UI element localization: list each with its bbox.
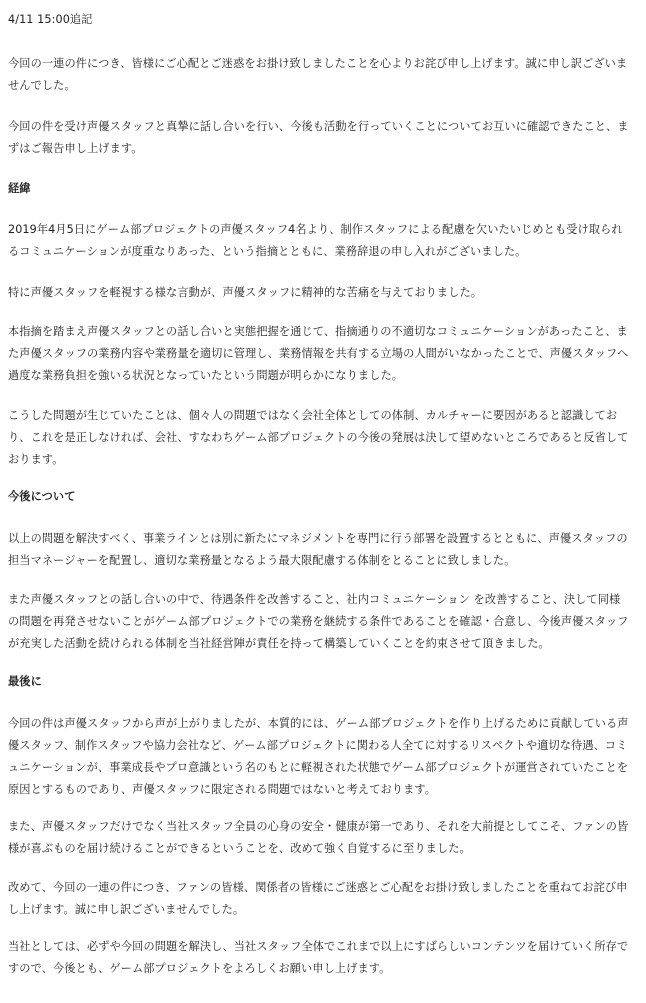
paragraph-closing-1 [8,713,640,801]
text-line: ずはご報告申し上げます。 [8,142,143,155]
dateline-block [8,9,640,31]
text-line: 本指摘を踏まえ声優スタッフとの話し合いと実態把握を通じて、指摘通りの不適切なコミュニケーションがあったこと、ま [8,325,628,338]
text-line: 原因とするものであり、声優スタッフに限定される問題ではないと考えております。 [8,783,437,796]
text-line: 以上の問題を解決すべく、事業ラインとは別に新たにマネジメントを専門に行う部署を設置するとともに、声優スタッフの [8,532,628,545]
paragraph-background-3 [8,321,640,387]
text-line: の問題を再発させないことがゲーム部プロジェクトでの業務を継続する条件であることを確認・合意し、今後声優スタッフ [8,615,629,628]
text-line: また声優スタッフとの話し合いの中で、待遇条件を改善すること、社内コミュニケーション を改善すること、決して同様 [8,593,621,606]
text-line: こうした問題が生じていたことは、個々人の問題ではなく会社全体としての体制、カルチャーに要因があると認識してお [8,409,618,422]
text-line: 今回の件を受け声優スタッフと真摯に話し合いを行い、今後も活動を行っていくことについてお互いに確認できたこと、ま [8,120,629,133]
heading-text: 今後について [8,490,76,503]
section-heading-future [8,486,640,508]
text-line: 改めて、今回の一連の件につき、ファンの皆様、関係者の皆様にご迷惑とご心配をお掛け致しましたことを重ねてお詫び申 [8,881,628,894]
heading-text: 経緯 [8,182,31,195]
paragraph-closing-2 [8,816,640,860]
text-line: た声優スタッフの業務内容や業務量を適切に管理し、業務情報を共有する立場の人間がいなかったことで、声優スタッフへ [8,347,629,360]
dateline: 4/11 15:00追記 [8,13,93,26]
paragraph-report [8,116,640,160]
text-line: 今回の一連の件につき、皆様にご心配とご迷惑をお掛け致しましたことを心よりお詫び申し上げます。誠に申し訳ございま [8,57,628,70]
text-line: 様が喜ぶものを届け続けることができるということを、改めて強く自覚するに至りました。 [8,842,471,855]
paragraph-future-1 [8,528,640,572]
paragraph-future-2 [8,589,640,655]
text-line: ュニケーションが、事業成長やプロ意識という名のもとに軽視された状態でゲーム部プロジェクトが運営されていたことを [8,761,629,774]
paragraph-apology [8,53,640,97]
text-line: 特に声優スタッフを軽視する様な言動が、声優スタッフに精神的な苦痛を与えておりました。 [8,286,483,299]
text-line: せんでした。 [8,79,76,92]
heading-text: 最後に [8,675,42,688]
text-line: るコミュニケーションが度重なりあった、という指摘とともに、業務辞退の申し入れがございました。 [8,245,527,258]
text-line: 優スタッフ、制作スタッフや協力会社など、ゲーム部プロジェクトに関わる人全てに対するリスペクトや適切な待遇、コミ [8,739,628,752]
text-line: 担当マネージャーを配置し、適切な業務量となるよう最大限配慮する体制をとることに致しました。 [8,554,516,567]
text-line: また、声優スタッフだけでなく当社スタッフ全員の心身の安全・健康が第一であり、それを大前提としてこそ、ファンの皆 [8,820,629,833]
text-line: が充実した活動を続けられる体制を当社経営陣が責任を持って構築していくことを約束させて頂きました。 [8,637,550,650]
text-line: 当社としては、必ずや今回の問題を解決し、当社スタッフ全体でこれまで以上にすばらしいコンテンツを届けていく所存で [8,940,629,953]
text-line: し上げます。誠に申し訳ございませんでした。 [8,903,245,916]
text-line: り、これを是正しなければ、会社、すなわちゲーム部プロジェクトの今後の発展は決して望めないところであると反省して [8,431,629,444]
section-heading-closing [8,671,640,693]
text-line: おります。 [8,453,64,466]
text-line: 今回の件は声優スタッフから声が上がりましたが、本質的には、ゲーム部プロジェクトを作り上げるために貢献している声 [8,717,629,730]
paragraph-closing-4 [8,936,640,980]
paragraph-background-2 [8,282,640,304]
paragraph-background-1 [8,219,640,263]
section-heading-background [8,178,640,200]
text-line: すので、今後とも、ゲーム部プロジェクトをよろしくお願い申し上げます。 [8,962,391,975]
paragraph-background-4 [8,405,640,471]
text-line: 2019年4月5日にゲーム部プロジェクトの声優スタッフ4名より、制作スタッフによる配慮を欠いたいじめとも受け取られ [8,223,623,236]
text-line: 過度な業務負担を強いる状況となっていたという問題が明らかになりました。 [8,369,404,382]
paragraph-closing-3 [8,877,640,921]
